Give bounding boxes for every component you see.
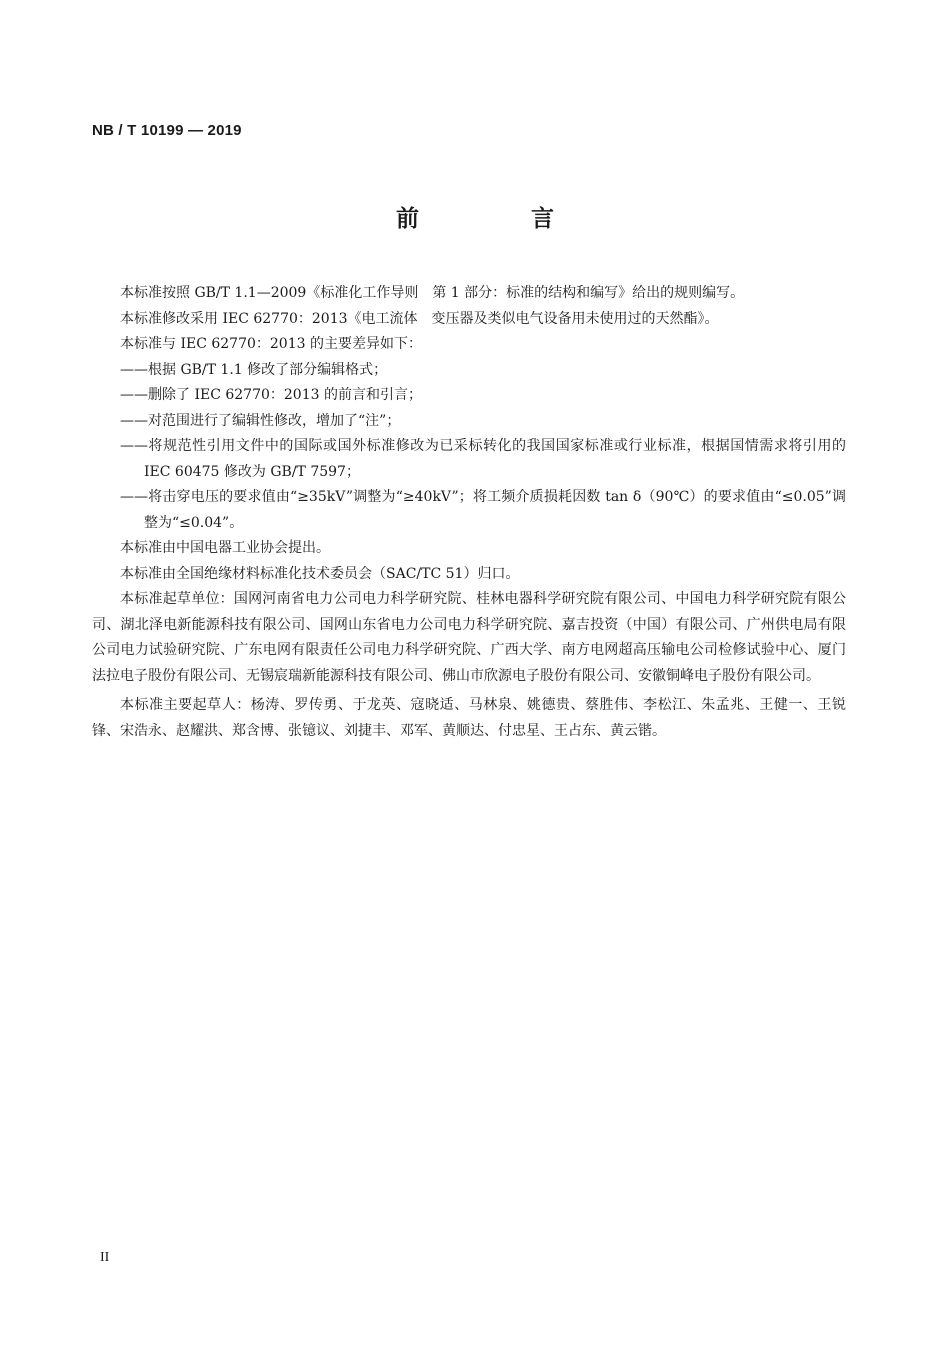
page-title: 前 言 [395,206,606,232]
difference-item: ——删除了 IEC 62770：2013 的前言和引言； [120,387,422,403]
difference-item: ——将规范性引用文件中的国际或国外标准修改为已采标转化的我国国家标准或行业标准，根据国情需求将引用的 IEC 60475 修改为 GB/T 7597； [120,438,846,480]
paragraph-committee: 本标准由全国绝缘材料标准化技术委员会（SAC/TC 51）归口。 [120,565,520,582]
page-number: II [100,1250,110,1265]
difference-item: ——对范围进行了编辑性修改，增加了“注”； [120,412,401,429]
paragraph-adoption: 本标准修改采用 IEC 62770：2013《电工流体 变压器及类似电气设备用未使用过的天然酯》。 [120,310,719,327]
paragraph-drafters: 本标准主要起草人：杨涛、罗传勇、于龙英、寇晓适、马林泉、姚德贵、蔡胜伟、李松江、朱孟兆、王健一、王锐锋、宋浩永、赵耀洪、郑含博、张镱议、刘捷丰、邓军、黄顺达、付忠星、王占东、黄云锴。 [92,697,846,739]
standard-code: NB / T 10199 — 2019 [92,122,242,139]
paragraph-drafting-rules: 本标准按照 GB/T 1.1—2009《标准化工作导则 第 1 部分：标准的结构和编写》给出的规则编写。 [120,285,745,301]
paragraph-differences-intro: 本标准与 IEC 62770：2013 的主要差异如下： [120,336,422,352]
difference-item: ——将击穿电压的要求值由“≥35kV”调整为“≥40kV”；将工频介质损耗因数 tan δ（90℃）的要求值由“≤0.05”调整为“≤0.04”。 [120,489,846,531]
paragraph-drafting-units: 本标准起草单位：国网河南省电力公司电力科学研究院、桂林电器科学研究院有限公司、中国电力科学研究院有限公司、湖北泽电新能源科技有限公司、国网山东省电力公司电力科学研究院、嘉吉投资（中国）有限公司、广州供电局有限公司电力试验研究院、广东电网有限责任公司电力科学研究院、广西大学、南方电网超高压输电公司检修试验中心、厦门法拉电子股份有限公司、无锡宸瑞新能源科技有限公司、佛山市欣源电子股份有限公司、安徽铜峰电子股份有限公司。 [92,591,846,684]
foreword-body [92,281,846,744]
paragraph-proposer: 本标准由中国电器工业协会提出。 [120,540,330,556]
difference-item: ——根据 GB/T 1.1 修改了部分编辑格式； [120,361,388,378]
